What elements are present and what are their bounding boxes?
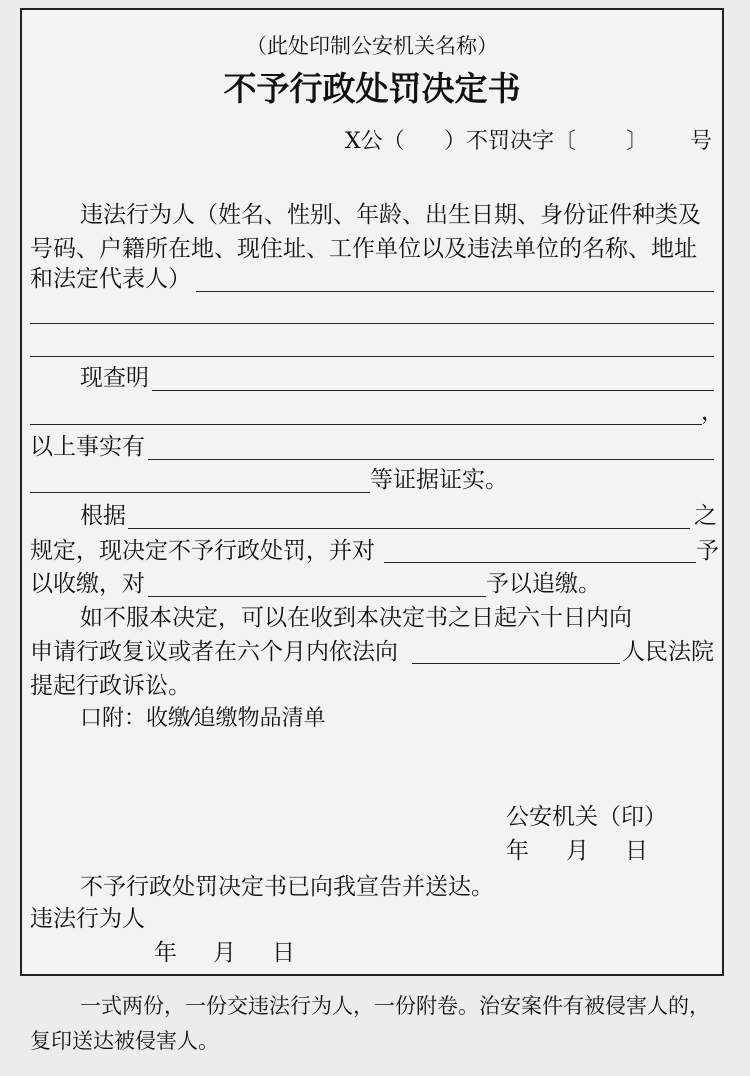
basis-suffix: 之 [694, 503, 717, 529]
violator-info-blank-3[interactable] [30, 356, 714, 357]
sign-day: 日 [625, 838, 648, 864]
appeal-line-2a: 申请行政复议或者在六个月内依法向 [30, 639, 398, 665]
violator-info-line-1: 违法行为人（姓名、性别、年龄、出生日期、身份证件种类及 [80, 202, 701, 228]
footer-note-line-1: 一式两份，一份交违法行为人，一份附卷。治安案件有被侵害人的， [80, 994, 710, 1018]
appeal-line-3: 提起行政诉讼。 [30, 673, 191, 699]
recovered-items-blank[interactable] [148, 596, 486, 597]
findings-blank-1[interactable] [152, 390, 714, 391]
receipt-day: 日 [272, 940, 295, 966]
decision-suffix: 予 [696, 538, 719, 564]
recover-text: 予以追缴。 [486, 571, 601, 597]
court-name-blank[interactable] [412, 663, 620, 664]
appeal-line-1: 如不服本决定，可以在收到本决定书之日起六十日内向 [80, 605, 632, 631]
findings-comma: ， [701, 399, 724, 425]
confiscated-items-blank[interactable] [384, 562, 696, 563]
decision-text: 规定，现决定不予行政处罚，并对 [30, 538, 375, 564]
violator-info-line-3: 和法定代表人） [30, 266, 191, 292]
evidence-label: 以上事实有 [30, 434, 145, 460]
receipt-year: 年 [154, 940, 177, 966]
footer-note-line-2: 复印送达被侵害人。 [30, 1029, 219, 1053]
findings-blank-2[interactable] [30, 424, 702, 425]
found-label: 现查明 [80, 365, 149, 391]
basis-label: 根据 [80, 503, 126, 529]
confiscate-text: 以收缴，对 [30, 571, 145, 597]
doc-number-close: 〕 [626, 129, 649, 154]
appeal-line-2b: 人民法院 [622, 639, 714, 665]
sign-year: 年 [506, 838, 529, 864]
evidence-blank-1[interactable] [148, 459, 714, 460]
agency-name-placeholder: （此处印制公安机关名称） [246, 34, 498, 58]
agency-seal: 公安机关（印） [506, 804, 667, 830]
basis-blank[interactable] [128, 528, 690, 529]
attachment-checkbox[interactable]: 口附：收缴⁄追缴物品清单 [80, 706, 326, 731]
sign-month: 月 [566, 838, 589, 864]
violator-info-blank-2[interactable] [30, 323, 714, 324]
evidence-blank-2[interactable] [30, 492, 370, 493]
receipt-month: 月 [213, 940, 236, 966]
evidence-suffix: 等证据证实。 [370, 467, 508, 493]
doc-number-middle: ）不罚决字〔 [444, 129, 577, 154]
doc-number-suffix: 号 [690, 129, 713, 154]
announce-text: 不予行政处罚决定书已向我宣告并送达。 [80, 874, 494, 900]
violator-info-line-2: 号码、户籍所在地、现住址、工作单位以及违法单位的名称、地址 [30, 236, 697, 262]
page-title: 不予行政处罚决定书 [223, 69, 521, 108]
violator-info-blank-1[interactable] [196, 291, 714, 292]
doc-number-prefix: X公（ [345, 129, 405, 154]
violator-sign-label: 违法行为人 [30, 906, 145, 932]
